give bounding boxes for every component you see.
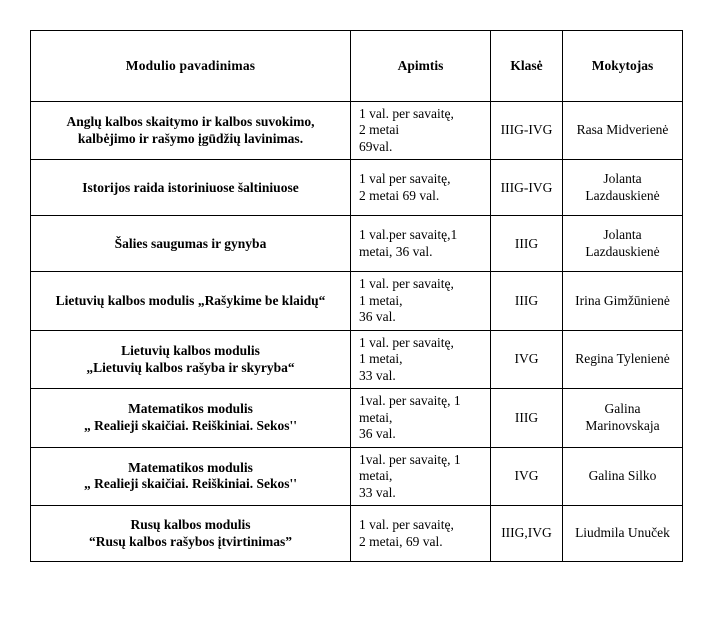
- cell-class: IIIG-IVG: [491, 160, 563, 216]
- cell-module-name: Istorijos raida istoriniuose šaltiniuose: [31, 160, 351, 216]
- cell-module-name: Lietuvių kalbos modulis „Lietuvių kalbos rašyba ir skyryba“: [31, 330, 351, 388]
- table-row: [31, 216, 683, 272]
- cell-class: IVG: [491, 330, 563, 388]
- table-body: [31, 102, 683, 562]
- table-row: [31, 160, 683, 216]
- cell-teacher: Jolanta Lazdauskienė: [563, 160, 683, 216]
- cell-module-name: Matematikos modulis „ Realieji skaičiai. Reiškiniai. Sekos'': [31, 447, 351, 505]
- cell-scope: 1 val. per savaitę, 2 metai, 69 val.: [351, 506, 491, 562]
- table-row: [31, 330, 683, 388]
- cell-scope: 1 val.per savaitę,1 metai, 36 val.: [351, 216, 491, 272]
- cell-class: IIIG: [491, 272, 563, 330]
- table-row: [31, 102, 683, 160]
- cell-scope: 1 val per savaitę, 2 metai 69 val.: [351, 160, 491, 216]
- cell-module-name: Anglų kalbos skaitymo ir kalbos suvokimo, kalbėjimo ir rašymo įgūdžių lavinimas.: [31, 102, 351, 160]
- cell-module-name: Lietuvių kalbos modulis „Rašykime be klaidų“: [31, 272, 351, 330]
- modules-table: [30, 30, 683, 562]
- table-row: [31, 389, 683, 447]
- cell-scope: 1val. per savaitę, 1 metai, 36 val.: [351, 389, 491, 447]
- cell-teacher: Rasa Midverienė: [563, 102, 683, 160]
- cell-teacher: Galina Silko: [563, 447, 683, 505]
- cell-class: IIIG: [491, 389, 563, 447]
- column-header-class: Klasė: [491, 31, 563, 102]
- cell-scope: 1 val. per savaitę, 1 metai, 36 val.: [351, 272, 491, 330]
- table-row: [31, 447, 683, 505]
- cell-teacher: Liudmila Unuček: [563, 506, 683, 562]
- table-row: [31, 272, 683, 330]
- cell-class: IVG: [491, 447, 563, 505]
- column-header-scope: Apimtis: [351, 31, 491, 102]
- column-header-module-name: Modulio pavadinimas: [31, 31, 351, 102]
- cell-scope: 1 val. per savaitę, 1 metai, 33 val.: [351, 330, 491, 388]
- cell-teacher: Irina Gimžūnienė: [563, 272, 683, 330]
- cell-teacher: Regina Tylenienė: [563, 330, 683, 388]
- column-header-teacher: Mokytojas: [563, 31, 683, 102]
- cell-teacher: Jolanta Lazdauskienė: [563, 216, 683, 272]
- table-header-row: [31, 31, 683, 102]
- cell-scope: 1 val. per savaitę, 2 metai 69val.: [351, 102, 491, 160]
- cell-scope: 1val. per savaitę, 1 metai, 33 val.: [351, 447, 491, 505]
- cell-class: IIIG: [491, 216, 563, 272]
- cell-module-name: Matematikos modulis „ Realieji skaičiai. Reiškiniai. Sekos'': [31, 389, 351, 447]
- cell-module-name: Šalies saugumas ir gynyba: [31, 216, 351, 272]
- table-header: [31, 31, 683, 102]
- table-row: [31, 506, 683, 562]
- cell-module-name: Rusų kalbos modulis “Rusų kalbos rašybos įtvirtinimas”: [31, 506, 351, 562]
- cell-teacher: Galina Marinovskaja: [563, 389, 683, 447]
- cell-class: IIIG,IVG: [491, 506, 563, 562]
- cell-class: IIIG-IVG: [491, 102, 563, 160]
